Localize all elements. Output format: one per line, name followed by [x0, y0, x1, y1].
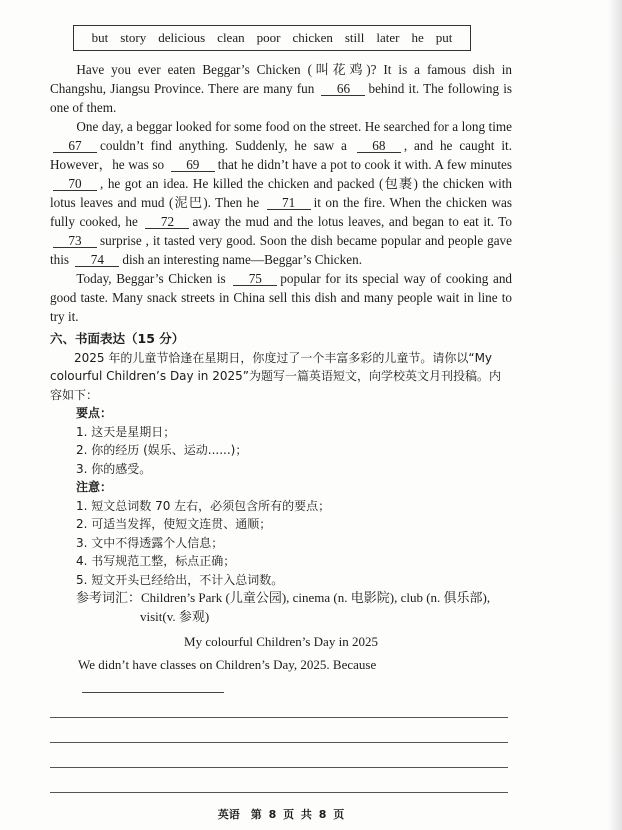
note: 4. 书写规范工整，标点正确；: [76, 554, 236, 568]
word: story: [120, 30, 147, 45]
passage-text: surprise , it tasted very good. Soon the dish became popular and people gave this: [50, 233, 512, 267]
notes-label: 注意：: [76, 480, 113, 494]
passage-text: popular for its special way of cooking and good taste. Many snack streets in China sell this dish and many people wait in line to try it.: [50, 271, 513, 324]
essay-start-text: We didn’t have classes on Children’s Day, 2025. Because: [78, 657, 377, 672]
blank-67[interactable]: 67: [53, 139, 97, 153]
passage-text: that he didn’t have a pot to cook it with. A few minutes: [217, 157, 513, 172]
page-content: [50, 0, 512, 830]
point: 3. 你的感受。: [76, 461, 152, 476]
scan-edge: [608, 0, 622, 830]
writing-section: [50, 330, 512, 626]
point: 1. 这天是星期日；: [76, 424, 176, 439]
blank-69[interactable]: 69: [171, 158, 215, 172]
section-heading: 六、书面表达（15 分）: [50, 331, 185, 346]
writing-intro: 2025 年的儿童节恰逢在星期日，你度过了一个丰富多彩的儿童节。请你以“My colourful Children’s Day in 2025”为题写一篇英语短文，向学校英文月刊投稿。内容如下：: [50, 350, 501, 402]
paragraph-1: [50, 60, 512, 117]
points-label: 要点：: [76, 406, 113, 420]
blank-66[interactable]: 66: [321, 82, 365, 96]
blank-70[interactable]: 70: [53, 177, 97, 191]
word: still: [344, 30, 365, 45]
blank-74[interactable]: 74: [75, 253, 119, 267]
word: he: [411, 30, 424, 45]
passage-text: Today, Beggar’s Chicken is: [76, 271, 226, 286]
answer-line[interactable]: [82, 692, 224, 693]
answer-line[interactable]: [50, 717, 508, 718]
word: put: [435, 30, 453, 45]
note: 5. 短文开头已经给出，不计入总词数。: [76, 572, 284, 587]
passage-text: , and he caught it. However，he was so: [50, 138, 512, 172]
word: but: [91, 30, 109, 45]
passage-text: Have you ever eaten Beggar’s Chicken (叫花鸡)? It is a famous dish in Changshu, Jiangsu Province. There are many fun: [50, 62, 512, 96]
blank-71[interactable]: 71: [267, 196, 311, 210]
passage-text: dish an interesting name—Beggar’s Chicken.: [122, 252, 363, 267]
blank-72[interactable]: 72: [145, 215, 189, 229]
essay-start: [50, 655, 512, 693]
point: 2. 你的经历 (娱乐、运动......)；: [76, 443, 248, 457]
paragraph-2: [50, 117, 512, 269]
cloze-passage: [50, 60, 512, 326]
vocabulary-cont: visit(v. 参观): [140, 608, 210, 624]
word-bank: [73, 25, 471, 51]
blank-68[interactable]: 68: [357, 139, 401, 153]
paragraph-3: [50, 269, 512, 326]
word: chicken: [292, 30, 333, 45]
passage-text: it on the fire. When the chicken was fully cooked, he: [50, 195, 512, 229]
blank-73[interactable]: 73: [53, 234, 97, 248]
note: 1. 短文总词数 70 左右，必须包含所有的要点；: [76, 498, 331, 513]
passage-text: behind it. The following is one of them.: [50, 81, 513, 115]
vocabulary: 参考词汇：Children’s Park (儿童公园), cinema (n. 电影院), club (n. 俱乐部),: [76, 590, 491, 605]
page-footer: 英语 第 8 页 共 8 页: [217, 808, 345, 821]
passage-text: One day, a beggar looked for some food on the street. He searched for a long time: [76, 119, 512, 134]
passage-text: away the mud and the lotus leaves, and began to eat it. To: [192, 214, 512, 229]
passage-text: , he got an idea. He killed the chicken and packed (包裹) the chicken with lotus leaves and mud (泥巴). Then he: [50, 176, 512, 210]
passage-text: couldn’t find anything. Suddenly, he saw a: [100, 138, 347, 153]
word: poor: [256, 30, 281, 45]
note: 3. 文中不得透露个人信息；: [76, 535, 224, 550]
word: clean: [217, 30, 245, 45]
word: delicious: [158, 30, 206, 45]
essay-title: My colourful Children’s Day in 2025: [184, 634, 378, 649]
word: later: [376, 30, 400, 45]
answer-line[interactable]: [50, 742, 508, 743]
note: 2. 可适当发挥，使短文连贯、通顺；: [76, 517, 272, 531]
answer-line[interactable]: [50, 767, 508, 768]
blank-75[interactable]: 75: [233, 272, 277, 286]
